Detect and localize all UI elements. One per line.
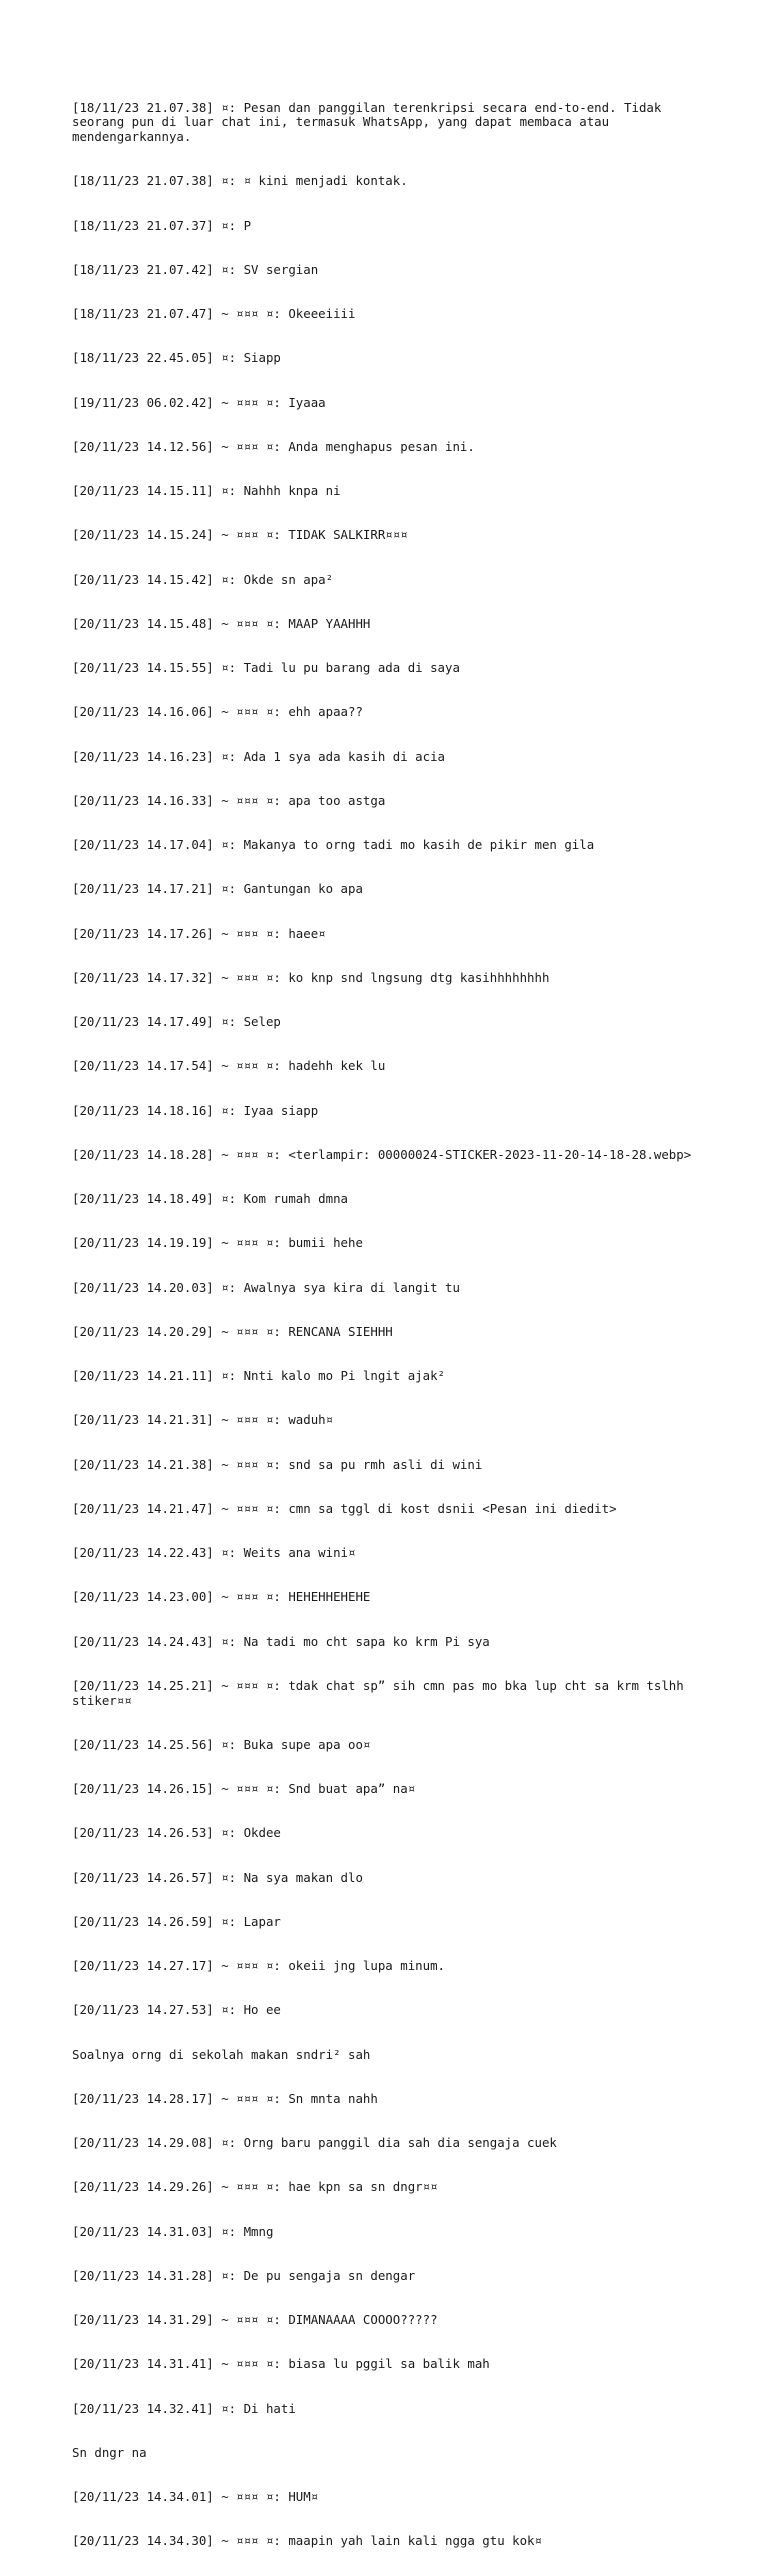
transcript-line: [18/11/23 22.45.05] ¤: Siapp [72,350,281,366]
transcript-line: [18/11/23 21.07.42] ¤: SV sergian [72,261,319,277]
transcript-line: [20/11/23 14.23.00] ~ ¤¤¤ ¤: HEHEHHEHEHE [72,1589,371,1605]
transcript-line: [20/11/23 14.16.23] ¤: Ada 1 sya ada kasih di acia [72,748,445,764]
transcript-line: [18/11/23 21.07.38] ¤: Pesan dan panggilan terenkripsi secara end-to-end. Tidak seorang pun di luar chat ini, termasuk WhatsApp, yang dapat membaca atau mendengarkannya. [72,99,669,144]
transcript-line: [20/11/23 14.15.48] ~ ¤¤¤ ¤: MAAP YAAHHH [72,615,371,631]
transcript-line: [20/11/23 14.17.49] ¤: Selep [72,1014,281,1029]
transcript-line: [18/11/23 21.07.37] ¤: P [72,217,252,233]
transcript-line: [20/11/23 14.22.43] ¤: Weits ana wini¤ [72,1545,356,1560]
transcript-line: [19/11/23 06.02.42] ~ ¤¤¤ ¤: Iyaaa [72,394,326,410]
transcript-line: [20/11/23 14.17.32] ~ ¤¤¤ ¤: ko knp snd lngsung dtg kasihhhhhhhh [72,969,550,985]
transcript-line: [20/11/23 14.34.01] ~ ¤¤¤ ¤: HUM¤ [72,2489,319,2504]
transcript-line: [20/11/23 14.18.49] ¤: Kom rumah dmna [72,1191,349,1206]
transcript-line: [20/11/23 14.20.03] ¤: Awalnya sya kira di langit tu [72,1279,460,1295]
transcript-line: [20/11/23 14.15.24] ~ ¤¤¤ ¤: TIDAK SALKIRR¤¤¤ [72,527,408,543]
transcript-line: [20/11/23 14.18.28] ~ ¤¤¤ ¤: <terlampir: 00000024-STICKER-2023-11-20-14-18-28.webp> [72,1146,692,1162]
transcript-line: [20/11/23 14.17.26] ~ ¤¤¤ ¤: haee¤ [72,925,326,941]
transcript-line: [20/11/23 14.26.53] ¤: Okdee [72,1825,281,1841]
transcript-line: Soalnya orng di sekolah makan sndri² sah [72,2046,371,2062]
transcript-line: [20/11/23 14.27.17] ~ ¤¤¤ ¤: okeii jng lupa minum. [72,1958,445,1973]
transcript-line: [20/11/23 14.32.41] ¤: Di hati [72,2400,296,2416]
transcript-line: [18/11/23 21.07.47] ~ ¤¤¤ ¤: Okeeeiiii [72,306,356,321]
transcript-line: [20/11/23 14.26.57] ¤: Na sya makan dlo [72,1869,363,1885]
transcript-line: [20/11/23 14.31.03] ¤: Mmng [72,2223,274,2239]
transcript-line: [20/11/23 14.27.53] ¤: Ho ee [72,2002,281,2018]
transcript-line: [20/11/23 14.18.16] ¤: Iyaa siapp [72,1102,319,1118]
transcript-line: [20/11/23 14.25.56] ¤: Buka supe apa oo¤ [72,1736,371,1752]
transcript-line: [20/11/23 14.17.21] ¤: Gantungan ko apa [72,881,363,897]
transcript-line: [20/11/23 14.31.28] ¤: De pu sengaja sn dengar [72,2267,416,2283]
transcript-line: [20/11/23 14.15.42] ¤: Okde sn apa² [72,571,334,587]
chat-transcript [72,71,712,2564]
transcript-line: [20/11/23 14.26.15] ~ ¤¤¤ ¤: Snd buat apa” na¤ [72,1781,416,1796]
transcript-line: [20/11/23 14.31.41] ~ ¤¤¤ ¤: biasa lu pggil sa balik mah [72,2356,490,2372]
transcript-line: [20/11/23 14.34.30] ~ ¤¤¤ ¤: maapin yah lain kali ngga gtu kok¤ [72,2533,542,2549]
transcript-line: [20/11/23 14.24.43] ¤: Na tadi mo cht sapa ko krm Pi sya [72,1633,490,1649]
transcript-line: [20/11/23 14.17.04] ¤: Makanya to orng tadi mo kasih de pikir men gila [72,837,595,852]
transcript-line: Sn dngr na [72,2444,147,2460]
transcript-line: [20/11/23 14.17.54] ~ ¤¤¤ ¤: hadehh kek lu [72,1058,386,1074]
transcript-line: [20/11/23 14.26.59] ¤: Lapar [72,1913,281,1929]
transcript-line: [20/11/23 14.29.26] ~ ¤¤¤ ¤: hae kpn sa sn dngr¤¤ [72,2179,438,2195]
transcript-line: [20/11/23 14.19.19] ~ ¤¤¤ ¤: bumii hehe [72,1235,363,1251]
transcript-line: [20/11/23 14.15.55] ¤: Tadi lu pu barang ada di saya [72,660,460,675]
transcript-line: [20/11/23 14.21.11] ¤: Nnti kalo mo Pi lngit ajak² [72,1368,445,1383]
transcript-line: [18/11/23 21.07.38] ¤: ¤ kini menjadi kontak. [72,173,408,189]
transcript-line: [20/11/23 14.16.33] ~ ¤¤¤ ¤: apa too astga [72,792,386,808]
transcript-line: [20/11/23 14.28.17] ~ ¤¤¤ ¤: Sn mnta nahh [72,2090,378,2106]
transcript-line: [20/11/23 14.16.06] ~ ¤¤¤ ¤: ehh apaa?? [72,704,363,720]
transcript-line: [20/11/23 14.15.11] ¤: Nahhh knpa ni [72,483,341,498]
transcript-line: [20/11/23 14.29.08] ¤: Orng baru panggil dia sah dia sengaja cuek [72,2135,557,2150]
transcript-line: [20/11/23 14.21.38] ~ ¤¤¤ ¤: snd sa pu rmh asli di wini [72,1456,483,1472]
transcript-line: [20/11/23 14.21.47] ~ ¤¤¤ ¤: cmn sa tggl di kost dsnii <Pesan ini diedit> [72,1500,617,1516]
transcript-line: [20/11/23 14.20.29] ~ ¤¤¤ ¤: RENCANA SIEHHH [72,1323,393,1339]
transcript-line: [20/11/23 14.31.29] ~ ¤¤¤ ¤: DIMANAAAA COOOO????? [72,2312,438,2327]
transcript-line: [20/11/23 14.25.21] ~ ¤¤¤ ¤: tdak chat sp” sih cmn pas mo bka lup cht sa krm tslhh stiker¤¤ [72,1677,692,1708]
transcript-line: [20/11/23 14.12.56] ~ ¤¤¤ ¤: Anda menghapus pesan ini. [72,438,475,454]
transcript-line: [20/11/23 14.21.31] ~ ¤¤¤ ¤: waduh¤ [72,1412,334,1428]
